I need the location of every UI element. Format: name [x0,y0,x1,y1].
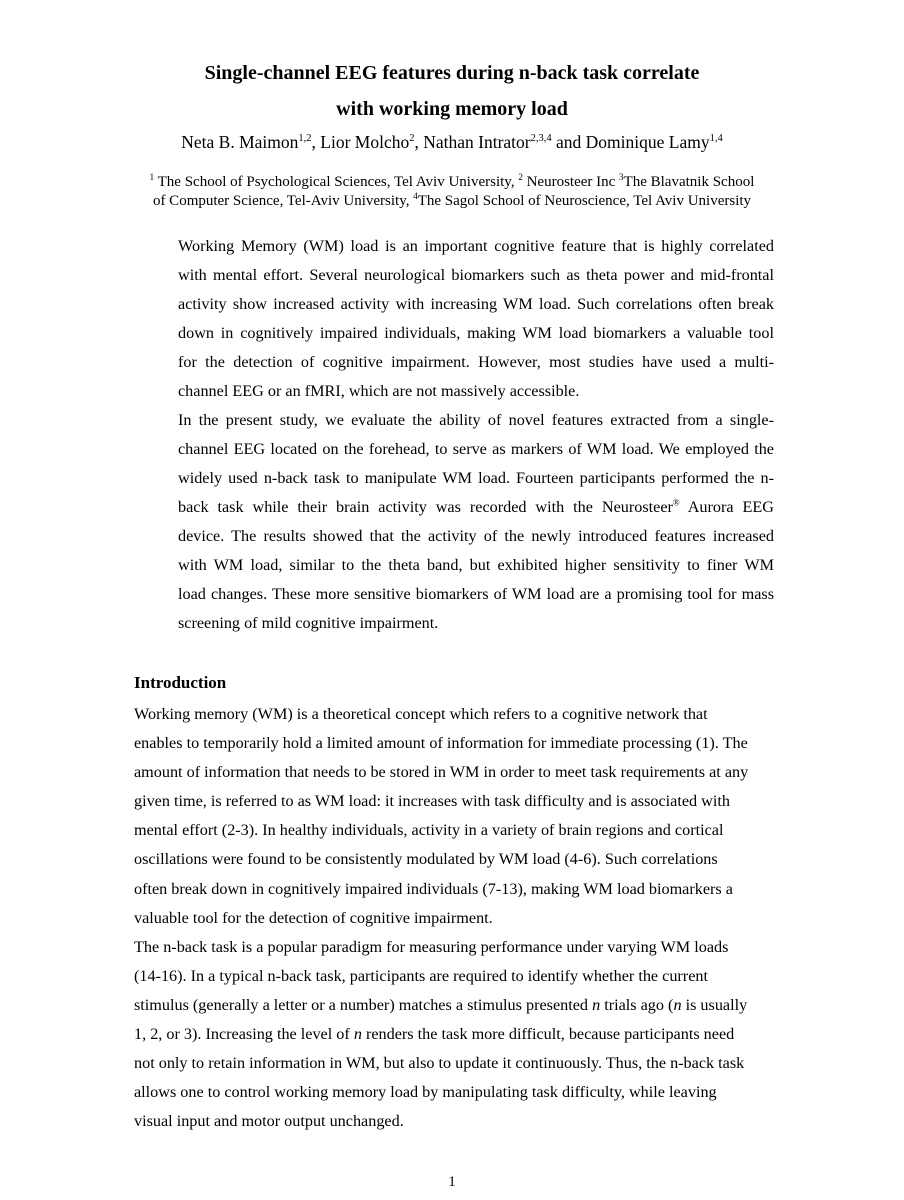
paper-title-line-2: with working memory load [336,98,568,120]
author: Lior Molcho$^2$, [320,132,424,152]
author-affiliation-marker: 1,2 [298,133,312,145]
paper-title-line-1: Single-channel EEG features during n-back task correlate [204,62,700,84]
author-affiliation-marker: 2 [409,133,415,145]
abstract-paragraph-1: Working Memory (WM) load is an important cognitive feature that is highly correlated with mental effort. Several neurological biomarkers such as theta power and mid-frontal activity show increased activity with increasing WM load. Such correlations often break down in cognitively impaired individuals, making WM load biomarkers a valuable tool for the detection of cognitive impairment. However, most studies have used a multi- channel EEG or an fMRI, which are not massively accessible. [178,237,774,400]
abstract [178,232,774,638]
affiliations [0,173,904,211]
abstract-paragraph-2: In the present study, we evaluate the ability of novel features extracted from a single- channel EEG located on the forehead, to serve as markers of WM load. We employed the widely used n-back task to manipulate WM load. Fourteen participants performed the n- back task while their brain activity was recorded with the Neurosteer® Aurora EEG device. The results showed that the activity of the newly introduced features increased with WM load, similar to the theta band, but exhibited higher sensitivity to finer WM load changes. These more sensitive biomarkers of WM load are a promising tool for mass screening of mild cognitive impairment. [178,411,774,632]
introduction-body [134,700,774,1136]
registered-mark: ® [672,497,680,508]
author-affiliation-marker: 2,3,4 [530,133,552,145]
affiliations-line-1: $^1$ The School of Psychological Sciences, Tel Aviv University, $^2$ Neurosteer Inc $^3$The Blavatnik School [149,172,755,190]
introduction-paragraph-2: The n-back task is a popular paradigm for measuring performance under varying WM loads (14-16). In a typical n-back task, participants are required to identify whether the current stimulus (generally a letter or a number) matches a stimulus presented n trials ago (n is usually 1, 2, or 3). Increasing the level of n renders the task more difficult, because participants need not only to retain information in WM, but also to update it continuously. Thus, the n-back task allows one to control working memory load by manipulating task difficulty, while leaving visual input and motor output unchanged. [134,937,748,1131]
page-number: 1 [448,1174,456,1190]
author: Nathan Intrator$^{2,3,4}$ and [423,132,586,152]
author-affiliation-marker: 1,4 [709,133,723,145]
abstract-line-device: back task while their brain activity was recorded with the Neurosteer® Aurora EEG [178,497,774,516]
author-list [0,129,904,155]
section-heading-introduction: Introduction [134,673,227,692]
affiliations-line-2: of Computer Science, Tel-Aviv University, $^4$The Sagol School of Neuroscience, Tel Aviv University [152,191,752,209]
author: Neta B. Maimon$^{1,2}$, [181,132,321,152]
author: Dominique Lamy$^{1,4}$ [585,132,723,152]
introduction-paragraph-1: Working memory (WM) is a theoretical concept which refers to a cognitive network that enables to temporarily hold a limited amount of information for immediate processing (1). The amount of information that needs to be stored in WM in order to meet task requirements at any given time, is referred to as WM load: it increases with task difficulty and is associated with mental effort (2-3). In healthy individuals, activity in a variety of brain regions and cortical oscillations were found to be consistently modulated by WM load (4-6). Such correlations often break down in cognitively impaired individuals (7-13), making WM load biomarkers a valuable tool for the detection of cognitive impairment. [134,705,749,927]
